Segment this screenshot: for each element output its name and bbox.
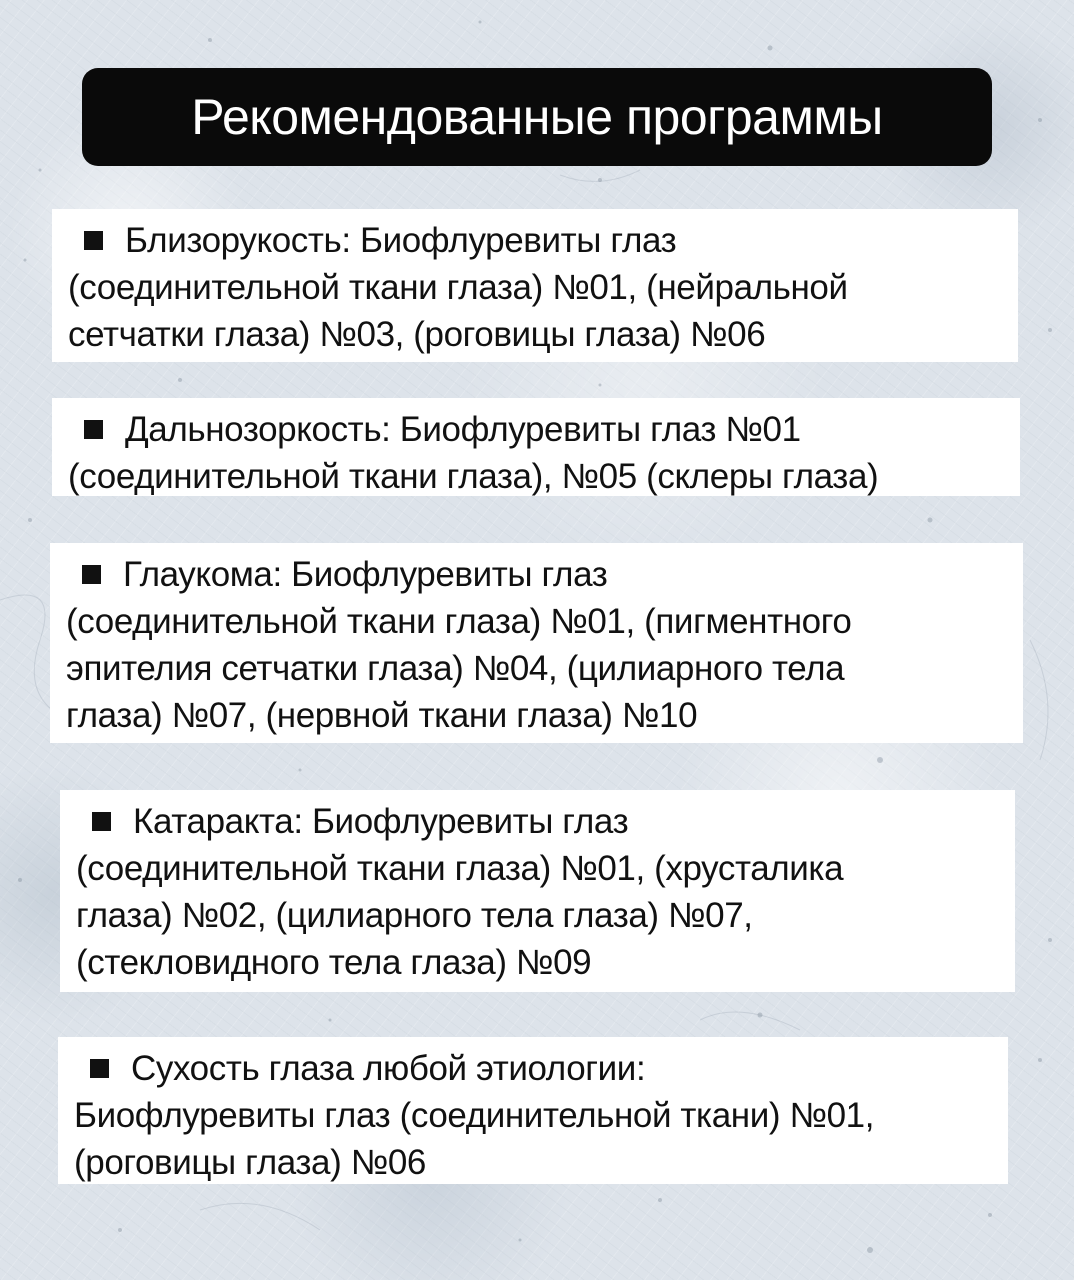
square-bullet-icon bbox=[82, 565, 101, 584]
program-line: Глаукома: Биофлуревиты глаз bbox=[66, 551, 1009, 598]
program-line: (соединительной ткани глаза), №05 (склеры глаза) bbox=[68, 457, 879, 496]
square-bullet-icon bbox=[90, 1059, 109, 1078]
program-line: (соединительной ткани глаза) №01, (пигментного bbox=[66, 602, 852, 641]
program-card-dry-eye bbox=[58, 1037, 1008, 1184]
program-card-hyperopia bbox=[52, 398, 1020, 496]
program-line: Биофлуревиты глаз (соединительной ткани) №01, bbox=[74, 1096, 875, 1135]
program-line: глаза) №07, (нервной ткани глаза) №10 bbox=[66, 696, 698, 735]
page-title: Рекомендованные программы bbox=[82, 68, 992, 166]
program-card-glaucoma bbox=[50, 543, 1023, 743]
program-line: Дальнозоркость: Биофлуревиты глаз №01 bbox=[68, 406, 1006, 453]
program-line: (роговицы глаза) №06 bbox=[74, 1143, 426, 1182]
square-bullet-icon bbox=[92, 812, 111, 831]
square-bullet-icon bbox=[84, 420, 103, 439]
program-card-myopia bbox=[52, 209, 1018, 362]
program-line: Сухость глаза любой этиологии: bbox=[74, 1045, 994, 1092]
program-line: сетчатки глаза) №03, (роговицы глаза) №06 bbox=[68, 315, 766, 354]
program-line: эпителия сетчатки глаза) №04, (цилиарного тела bbox=[66, 649, 845, 688]
program-line: (соединительной ткани глаза) №01, (хрусталика bbox=[76, 849, 844, 888]
program-line: (соединительной ткани глаза) №01, (нейральной bbox=[68, 268, 848, 307]
program-line: (стекловидного тела глаза) №09 bbox=[76, 943, 592, 982]
program-line: Близорукость: Биофлуревиты глаз bbox=[68, 217, 1004, 264]
program-line: глаза) №02, (цилиарного тела глаза) №07, bbox=[76, 896, 753, 935]
program-line: Катаракта: Биофлуревиты глаз bbox=[76, 798, 1001, 845]
program-card-cataract bbox=[60, 790, 1015, 992]
square-bullet-icon bbox=[84, 231, 103, 250]
